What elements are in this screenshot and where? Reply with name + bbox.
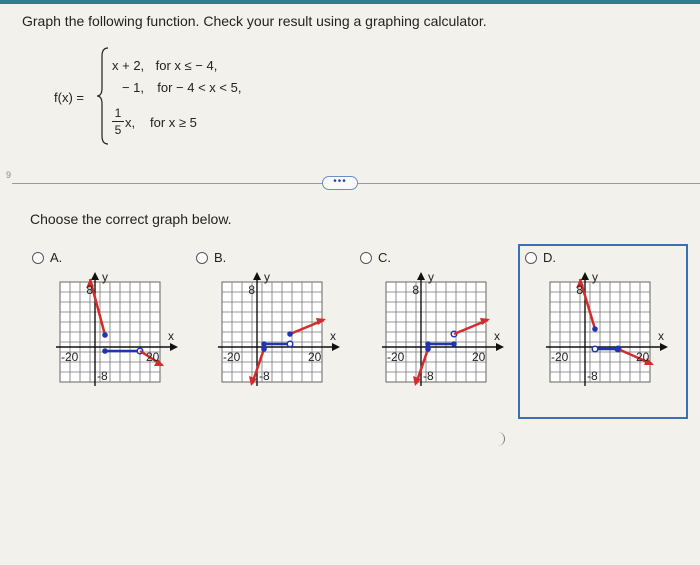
piece-open-point bbox=[592, 346, 598, 352]
piece-3-expr: x, bbox=[125, 115, 136, 130]
x-min-label: -20 bbox=[387, 350, 405, 364]
piecewise-brace bbox=[96, 46, 110, 146]
option-d-radio[interactable] bbox=[525, 252, 537, 264]
show-more-button[interactable]: ••• bbox=[322, 176, 358, 190]
piece-closed-point bbox=[592, 326, 598, 332]
x-min-label: -20 bbox=[551, 350, 569, 364]
graph-option-a[interactable] bbox=[50, 272, 185, 397]
x-axis-label: x bbox=[658, 329, 664, 343]
question-instructions: Graph the following function. Check your result using a graphing calculator. bbox=[22, 13, 487, 29]
graph-option-d[interactable] bbox=[540, 272, 675, 397]
piece-closed-point bbox=[261, 341, 267, 347]
piece-closed-point bbox=[102, 348, 108, 354]
y-min-label: -8 bbox=[259, 369, 270, 383]
y-axis-label: y bbox=[428, 272, 434, 284]
y-axis-label: y bbox=[264, 272, 270, 284]
piece-1-condition: for x ≤ − 4, bbox=[155, 58, 218, 73]
option-b[interactable] bbox=[196, 250, 226, 265]
piece-closed-point bbox=[261, 346, 267, 352]
y-max-label: 8 bbox=[248, 283, 255, 297]
x-min-label: -20 bbox=[61, 350, 79, 364]
piece-2-expr: − 1, bbox=[121, 80, 144, 95]
piece-1-expr: x + 2, bbox=[112, 58, 145, 73]
piece-closed-point bbox=[102, 332, 108, 338]
option-c[interactable] bbox=[360, 250, 391, 265]
x-max-label: 20 bbox=[146, 350, 160, 364]
piece-3-condition: for x ≥ 5 bbox=[150, 115, 197, 130]
option-d[interactable] bbox=[525, 250, 556, 265]
piece-2-condition: for − 4 < x < 5, bbox=[157, 80, 242, 95]
y-max-label: 8 bbox=[576, 283, 583, 297]
x-max-label: 20 bbox=[636, 350, 650, 364]
y-min-label: -8 bbox=[97, 369, 108, 383]
y-min-label: -8 bbox=[587, 369, 598, 383]
piece-3-fraction bbox=[112, 106, 124, 137]
fraction-numerator: 1 bbox=[114, 106, 122, 120]
grid bbox=[222, 282, 322, 382]
y-max-label: 8 bbox=[412, 283, 419, 297]
option-a-letter: A. bbox=[50, 250, 63, 265]
grid bbox=[550, 282, 650, 382]
margin-mark: 9 bbox=[6, 170, 12, 180]
x-axis-label: x bbox=[330, 329, 336, 343]
y-axis-label: y bbox=[102, 272, 108, 284]
piece-closed-point bbox=[615, 346, 621, 352]
piece-1 bbox=[112, 58, 217, 73]
choose-prompt: Choose the correct graph below. bbox=[30, 211, 232, 227]
y-min-label: -8 bbox=[423, 369, 434, 383]
option-b-radio[interactable] bbox=[196, 252, 208, 264]
option-d-letter: D. bbox=[543, 250, 556, 265]
x-min-label: -20 bbox=[223, 350, 241, 364]
piece-2 bbox=[112, 80, 241, 95]
graph-option-b[interactable] bbox=[212, 272, 347, 397]
piece-open-point bbox=[287, 341, 293, 347]
y-max-label: 8 bbox=[86, 283, 93, 297]
x-axis-label: x bbox=[494, 329, 500, 343]
option-a[interactable] bbox=[32, 250, 62, 265]
piece-closed-point bbox=[425, 346, 431, 352]
top-accent-bar bbox=[0, 0, 700, 4]
graph-option-c[interactable] bbox=[376, 272, 511, 397]
piece-closed-point bbox=[451, 341, 457, 347]
grid bbox=[386, 282, 486, 382]
grid bbox=[60, 282, 160, 382]
x-axis-label: x bbox=[168, 329, 174, 343]
x-max-label: 20 bbox=[308, 350, 322, 364]
piece-closed-point bbox=[287, 331, 293, 337]
option-a-radio[interactable] bbox=[32, 252, 44, 264]
x-max-label: 20 bbox=[472, 350, 486, 364]
function-label: f(x) = bbox=[54, 90, 84, 105]
fraction-denominator: 5 bbox=[114, 123, 122, 137]
piece-closed-point bbox=[425, 341, 431, 347]
pen-mark bbox=[494, 432, 505, 446]
y-axis-label: y bbox=[592, 272, 598, 284]
option-b-letter: B. bbox=[214, 250, 227, 265]
option-c-radio[interactable] bbox=[360, 252, 372, 264]
option-c-letter: C. bbox=[378, 250, 391, 265]
